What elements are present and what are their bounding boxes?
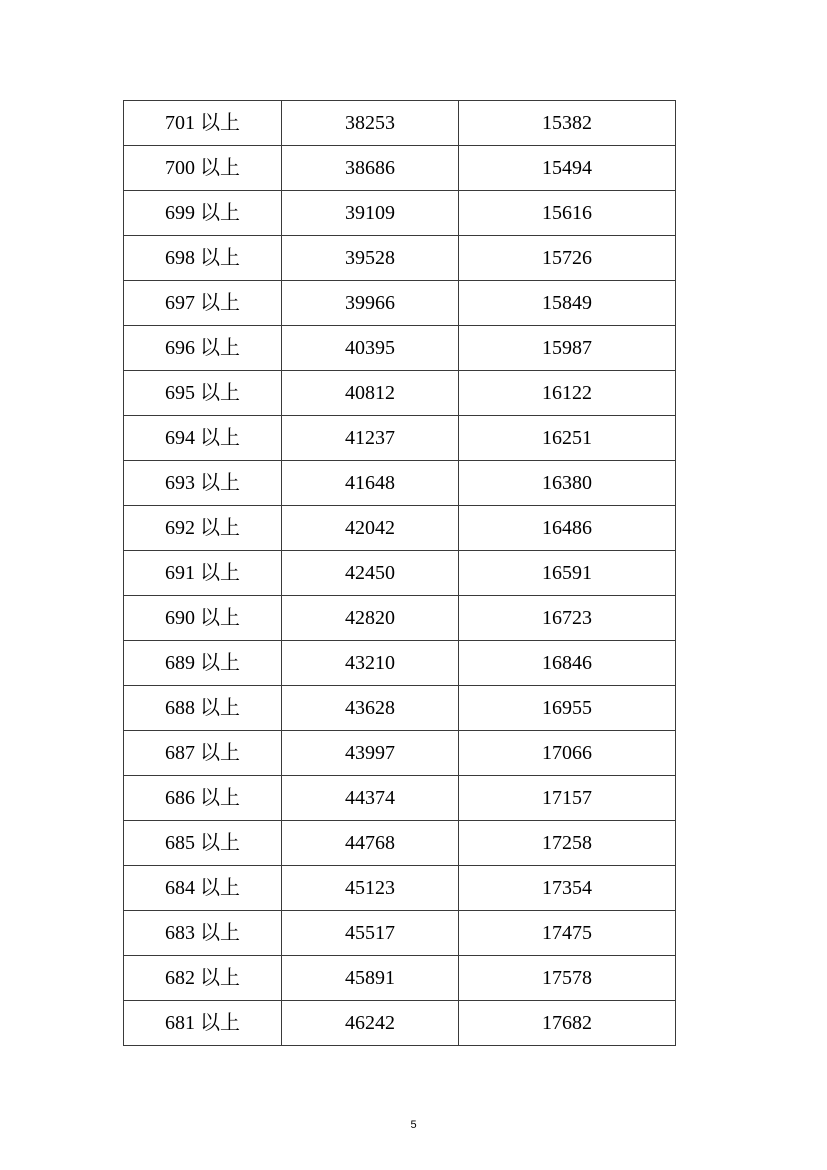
score-cell: 691 以上 xyxy=(124,551,282,596)
table-row xyxy=(124,371,676,416)
count-a-cell: 46242 xyxy=(282,1001,459,1046)
count-b-cell: 15382 xyxy=(459,101,676,146)
table-row xyxy=(124,731,676,776)
count-b-cell: 17682 xyxy=(459,1001,676,1046)
score-cell: 696 以上 xyxy=(124,326,282,371)
table-row xyxy=(124,686,676,731)
page-number: 5 xyxy=(410,1119,417,1131)
score-cell: 690 以上 xyxy=(124,596,282,641)
score-cell: 689 以上 xyxy=(124,641,282,686)
table-row xyxy=(124,236,676,281)
score-cell: 693 以上 xyxy=(124,461,282,506)
table-row xyxy=(124,1001,676,1046)
count-b-cell: 16591 xyxy=(459,551,676,596)
count-a-cell: 42820 xyxy=(282,596,459,641)
score-cell: 687 以上 xyxy=(124,731,282,776)
count-b-cell: 15726 xyxy=(459,236,676,281)
score-cell: 684 以上 xyxy=(124,866,282,911)
count-b-cell: 15494 xyxy=(459,146,676,191)
score-cell: 683 以上 xyxy=(124,911,282,956)
count-b-cell: 17354 xyxy=(459,866,676,911)
count-b-cell: 17157 xyxy=(459,776,676,821)
score-cell: 685 以上 xyxy=(124,821,282,866)
table-body xyxy=(124,101,676,1046)
count-b-cell: 16486 xyxy=(459,506,676,551)
count-a-cell: 38253 xyxy=(282,101,459,146)
score-cell: 697 以上 xyxy=(124,281,282,326)
count-a-cell: 42042 xyxy=(282,506,459,551)
count-b-cell: 15987 xyxy=(459,326,676,371)
count-a-cell: 40395 xyxy=(282,326,459,371)
table-row xyxy=(124,506,676,551)
score-cell: 694 以上 xyxy=(124,416,282,461)
count-b-cell: 15616 xyxy=(459,191,676,236)
count-a-cell: 39966 xyxy=(282,281,459,326)
count-a-cell: 41648 xyxy=(282,461,459,506)
table-row xyxy=(124,146,676,191)
count-a-cell: 39109 xyxy=(282,191,459,236)
score-cell: 692 以上 xyxy=(124,506,282,551)
score-cell: 699 以上 xyxy=(124,191,282,236)
count-b-cell: 16380 xyxy=(459,461,676,506)
table-row xyxy=(124,956,676,1001)
count-b-cell: 17258 xyxy=(459,821,676,866)
count-b-cell: 16122 xyxy=(459,371,676,416)
count-a-cell: 42450 xyxy=(282,551,459,596)
table-row xyxy=(124,776,676,821)
score-table xyxy=(123,100,676,1046)
table-row xyxy=(124,101,676,146)
table-row xyxy=(124,866,676,911)
table-row xyxy=(124,821,676,866)
count-a-cell: 38686 xyxy=(282,146,459,191)
count-b-cell: 17475 xyxy=(459,911,676,956)
score-cell: 682 以上 xyxy=(124,956,282,1001)
table-row xyxy=(124,551,676,596)
count-a-cell: 43210 xyxy=(282,641,459,686)
count-a-cell: 45517 xyxy=(282,911,459,956)
score-cell: 695 以上 xyxy=(124,371,282,416)
count-b-cell: 16251 xyxy=(459,416,676,461)
count-a-cell: 45123 xyxy=(282,866,459,911)
table-row xyxy=(124,596,676,641)
count-a-cell: 45891 xyxy=(282,956,459,1001)
count-a-cell: 44768 xyxy=(282,821,459,866)
score-cell: 700 以上 xyxy=(124,146,282,191)
table-row xyxy=(124,461,676,506)
table-row xyxy=(124,641,676,686)
score-cell: 698 以上 xyxy=(124,236,282,281)
count-a-cell: 43628 xyxy=(282,686,459,731)
score-cell: 701 以上 xyxy=(124,101,282,146)
score-cell: 681 以上 xyxy=(124,1001,282,1046)
count-a-cell: 43997 xyxy=(282,731,459,776)
count-b-cell: 16723 xyxy=(459,596,676,641)
count-a-cell: 40812 xyxy=(282,371,459,416)
count-b-cell: 16846 xyxy=(459,641,676,686)
count-b-cell: 17578 xyxy=(459,956,676,1001)
table-row xyxy=(124,416,676,461)
table-row xyxy=(124,911,676,956)
table-row xyxy=(124,191,676,236)
count-a-cell: 41237 xyxy=(282,416,459,461)
count-b-cell: 16955 xyxy=(459,686,676,731)
count-b-cell: 17066 xyxy=(459,731,676,776)
count-a-cell: 44374 xyxy=(282,776,459,821)
count-b-cell: 15849 xyxy=(459,281,676,326)
table-row xyxy=(124,281,676,326)
score-cell: 688 以上 xyxy=(124,686,282,731)
table-row xyxy=(124,326,676,371)
score-cell: 686 以上 xyxy=(124,776,282,821)
count-a-cell: 39528 xyxy=(282,236,459,281)
